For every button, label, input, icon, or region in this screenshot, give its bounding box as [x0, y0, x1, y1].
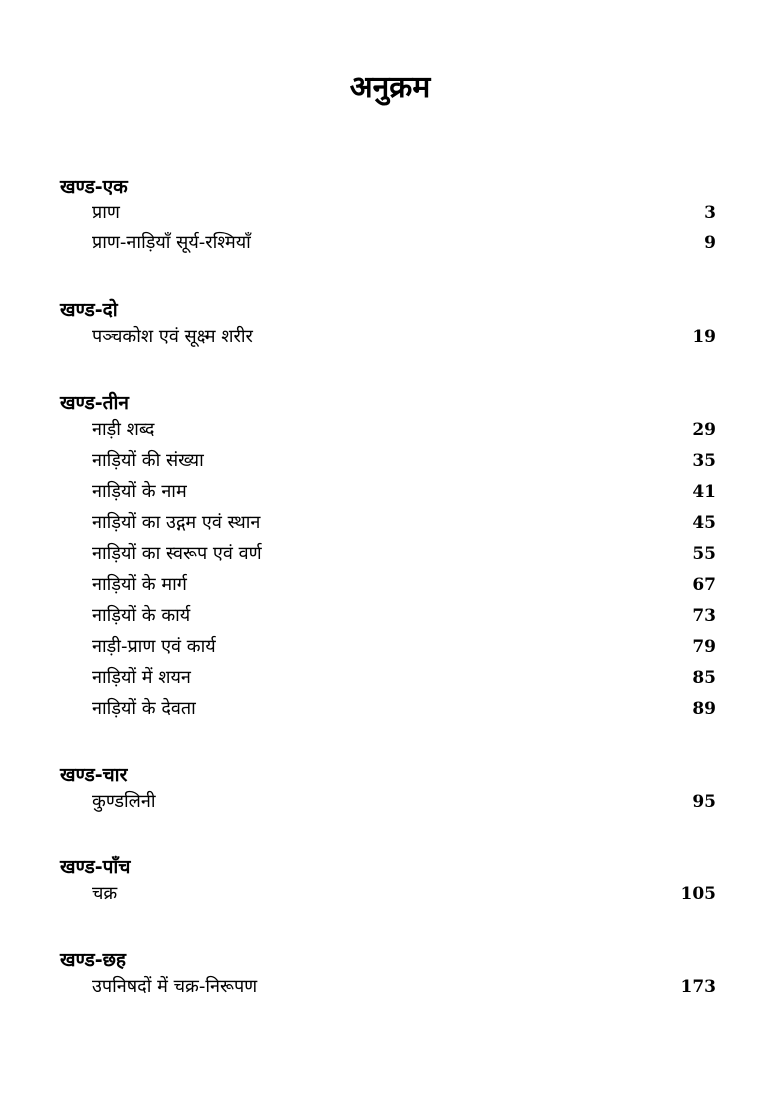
toc-entry-title: प्राण — [92, 202, 120, 223]
toc-entry-title: उपनिषदों में चक्र-निरूपण — [92, 976, 258, 997]
toc-entry[interactable] — [92, 787, 716, 817]
toc-entry-page-number: 41 — [692, 482, 716, 502]
toc-entry-title: नाड़ियों के देवता — [92, 698, 196, 719]
toc-entry-page-number: 3 — [704, 203, 716, 223]
toc-entry-page-number: 89 — [692, 699, 716, 719]
toc-entry[interactable] — [92, 570, 716, 600]
section-heading: खण्ड-पाँच — [60, 856, 131, 878]
toc-entry[interactable] — [92, 477, 716, 507]
toc-entry-page-number: 95 — [692, 792, 716, 812]
toc-entry-page-number: 55 — [692, 544, 716, 564]
toc-entry-page-number: 45 — [692, 513, 716, 533]
toc-entry[interactable] — [92, 663, 716, 693]
section-heading: खण्ड-चार — [60, 764, 128, 786]
toc-entry[interactable] — [92, 632, 716, 662]
toc-entry-page-number: 67 — [692, 575, 716, 595]
toc-entry[interactable] — [92, 322, 716, 352]
toc-entry-title: नाड़ियों के नाम — [92, 481, 187, 502]
toc-entry-title: नाड़ियों का उद्गम एवं स्थान — [92, 512, 261, 533]
toc-entry[interactable] — [92, 198, 716, 228]
toc-entry[interactable] — [92, 228, 716, 258]
section-heading: खण्ड-दो — [60, 299, 118, 321]
toc-entry[interactable] — [92, 508, 716, 538]
toc-entry-page-number: 73 — [692, 606, 716, 626]
toc-entry-title: नाड़ियों में शयन — [92, 667, 191, 688]
toc-entry-title: कुण्डलिनी — [92, 791, 156, 812]
section-heading: खण्ड-तीन — [60, 392, 129, 414]
toc-entry-page-number: 105 — [680, 884, 716, 904]
toc-entry[interactable] — [92, 972, 716, 1002]
toc-entry[interactable] — [92, 415, 716, 445]
toc-entry[interactable] — [92, 601, 716, 631]
toc-entry-title: चक्र — [92, 883, 118, 904]
toc-entry-page-number: 9 — [704, 233, 716, 253]
toc-entry-title: नाड़ियों की संख्या — [92, 450, 204, 471]
toc-entry-title: नाड़ियों का स्वरूप एवं वर्ण — [92, 543, 262, 564]
toc-entry-page-number: 35 — [692, 451, 716, 471]
toc-entry-title: नाड़ियों के मार्ग — [92, 574, 187, 595]
toc-entry-title: पञ्चकोश एवं सूक्ष्म शरीर — [92, 326, 253, 347]
page-title: अनुक्रम — [349, 70, 431, 105]
toc-entry-page-number: 19 — [692, 327, 716, 347]
toc-entry[interactable] — [92, 539, 716, 569]
toc-entry-page-number: 173 — [680, 977, 716, 997]
toc-entry-page-number: 79 — [692, 637, 716, 657]
toc-entry-title: नाड़ी शब्द — [92, 419, 155, 440]
section-heading: खण्ड-एक — [60, 176, 128, 198]
toc-entry-title: नाड़ियों के कार्य — [92, 605, 191, 626]
toc-entry[interactable] — [92, 879, 716, 909]
toc-entry-title: प्राण-नाड़ियाँ सूर्य-रश्मियाँ — [92, 232, 251, 253]
toc-entry-page-number: 85 — [692, 668, 716, 688]
toc-entry-page-number: 29 — [692, 420, 716, 440]
toc-entry-title: नाड़ी-प्राण एवं कार्य — [92, 636, 216, 657]
toc-entry[interactable] — [92, 694, 716, 724]
section-heading: खण्ड-छह — [60, 949, 127, 971]
toc-entry[interactable] — [92, 446, 716, 476]
